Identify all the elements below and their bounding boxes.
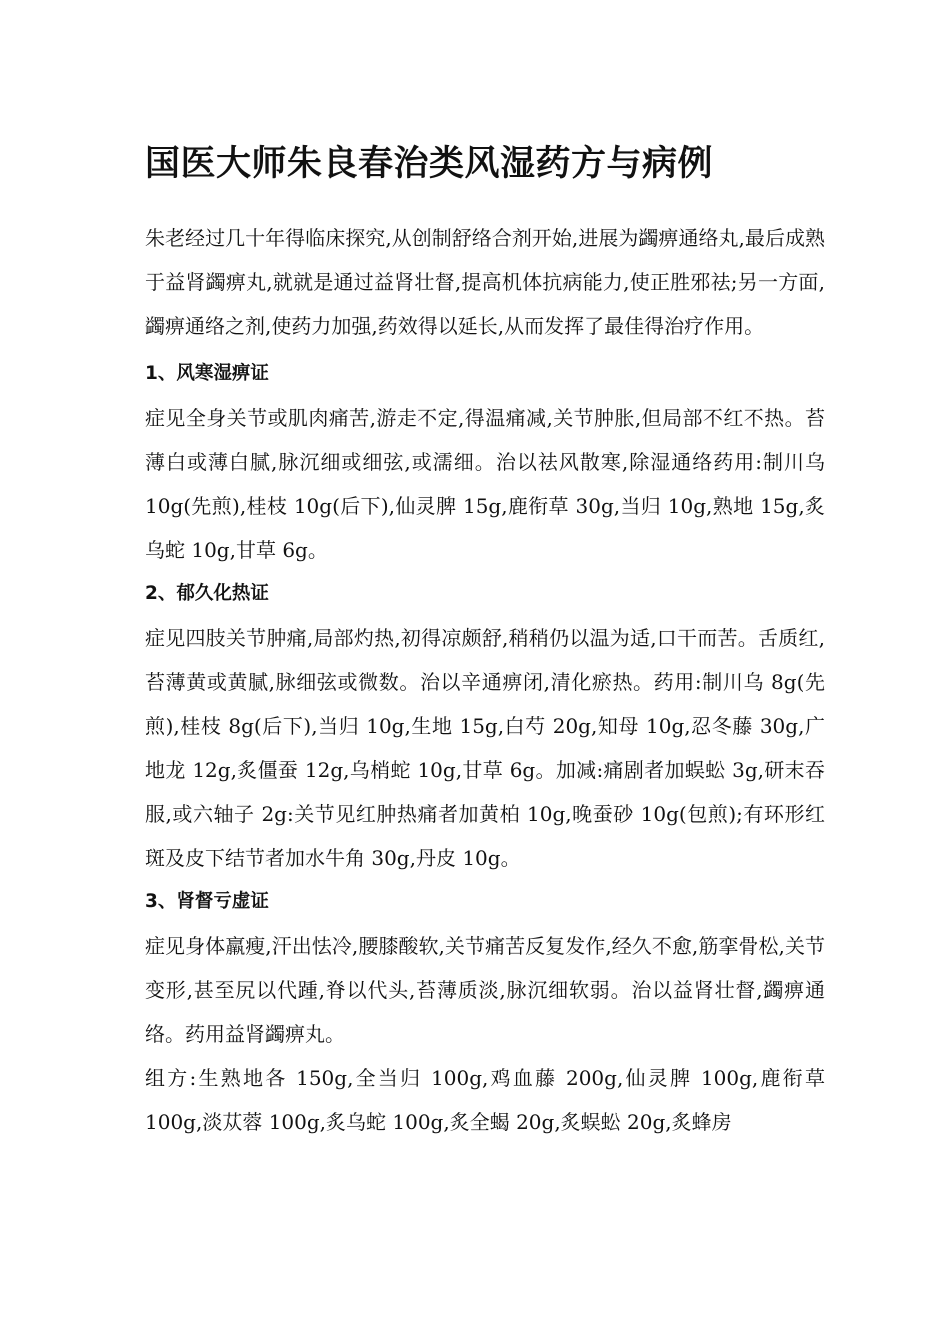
- section-3-paragraph: 症见身体羸瘦,汗出怯冷,腰膝酸软,关节痛苦反复发作,经久不愈,筋挛骨松,关节变形,甚至尻以代踵,脊以代头,苔薄质淡,脉沉细软弱。治以益肾壮督,蠲痹通络。药用益肾蠲痹丸。: [145, 934, 825, 1046]
- section-heading-2: 2、郁久化热证: [145, 583, 269, 604]
- section-3-formula-paragraph: 组方:生熟地各 150g,全当归 100g,鸡血藤 200g,仙灵脾 100g,鹿衔草 100g,淡苁蓉 100g,炙乌蛇 100g,炙全蝎 20g,炙蜈蚣 20g,炙蜂房: [145, 1066, 825, 1134]
- intro-paragraph: 朱老经过几十年得临床探究,从创制舒络合剂开始,进展为蠲痹通络丸,最后成熟于益肾蠲痹丸,就就是通过益肾壮督,提高机体抗病能力,使正胜邪祛;另一方面,蠲痹通络之剂,使药力加强,药效得以延长,从而发挥了最佳得治疗作用。: [145, 226, 825, 338]
- document-body: [145, 138, 825, 1144]
- section-heading-3: 3、肾督亏虚证: [145, 891, 269, 912]
- section-heading-1: 1、风寒湿痹证: [145, 363, 269, 384]
- section-1-paragraph: 症见全身关节或肌肉痛苦,游走不定,得温痛减,关节肿胀,但局部不红不热。苔薄白或薄白腻,脉沉细或细弦,或濡细。治以祛风散寒,除湿通络药用:制川乌 10g(先煎),桂枝 10g(后下),仙灵脾 15g,鹿衔草 30g,当归 10g,熟地 15g,炙乌蛇 10g,甘草 6g。: [145, 406, 825, 562]
- section-2-paragraph: 症见四肢关节肿痛,局部灼热,初得凉颇舒,稍稍仍以温为适,口干而苦。舌质红,苔薄黄或黄腻,脉细弦或微数。治以辛通痹闭,清化瘀热。药用:制川乌 8g(先煎),桂枝 8g(后下),当归 10g,生地 15g,白芍 20g,知母 10g,忍冬藤 30g,广地龙 12g,炙僵蚕 12g,乌梢蛇 10g,甘草 6g。加减:痛剧者加蜈蚣 3g,研末吞服,或六轴子 2g:关节见红肿热痛者加黄柏 10g,晚蚕砂 10g(包煎);有环形红斑及皮下结节者加水牛角 30g,丹皮 10g。: [145, 626, 825, 870]
- document-title: 国医大师朱良春治类风湿药方与病例: [145, 144, 714, 184]
